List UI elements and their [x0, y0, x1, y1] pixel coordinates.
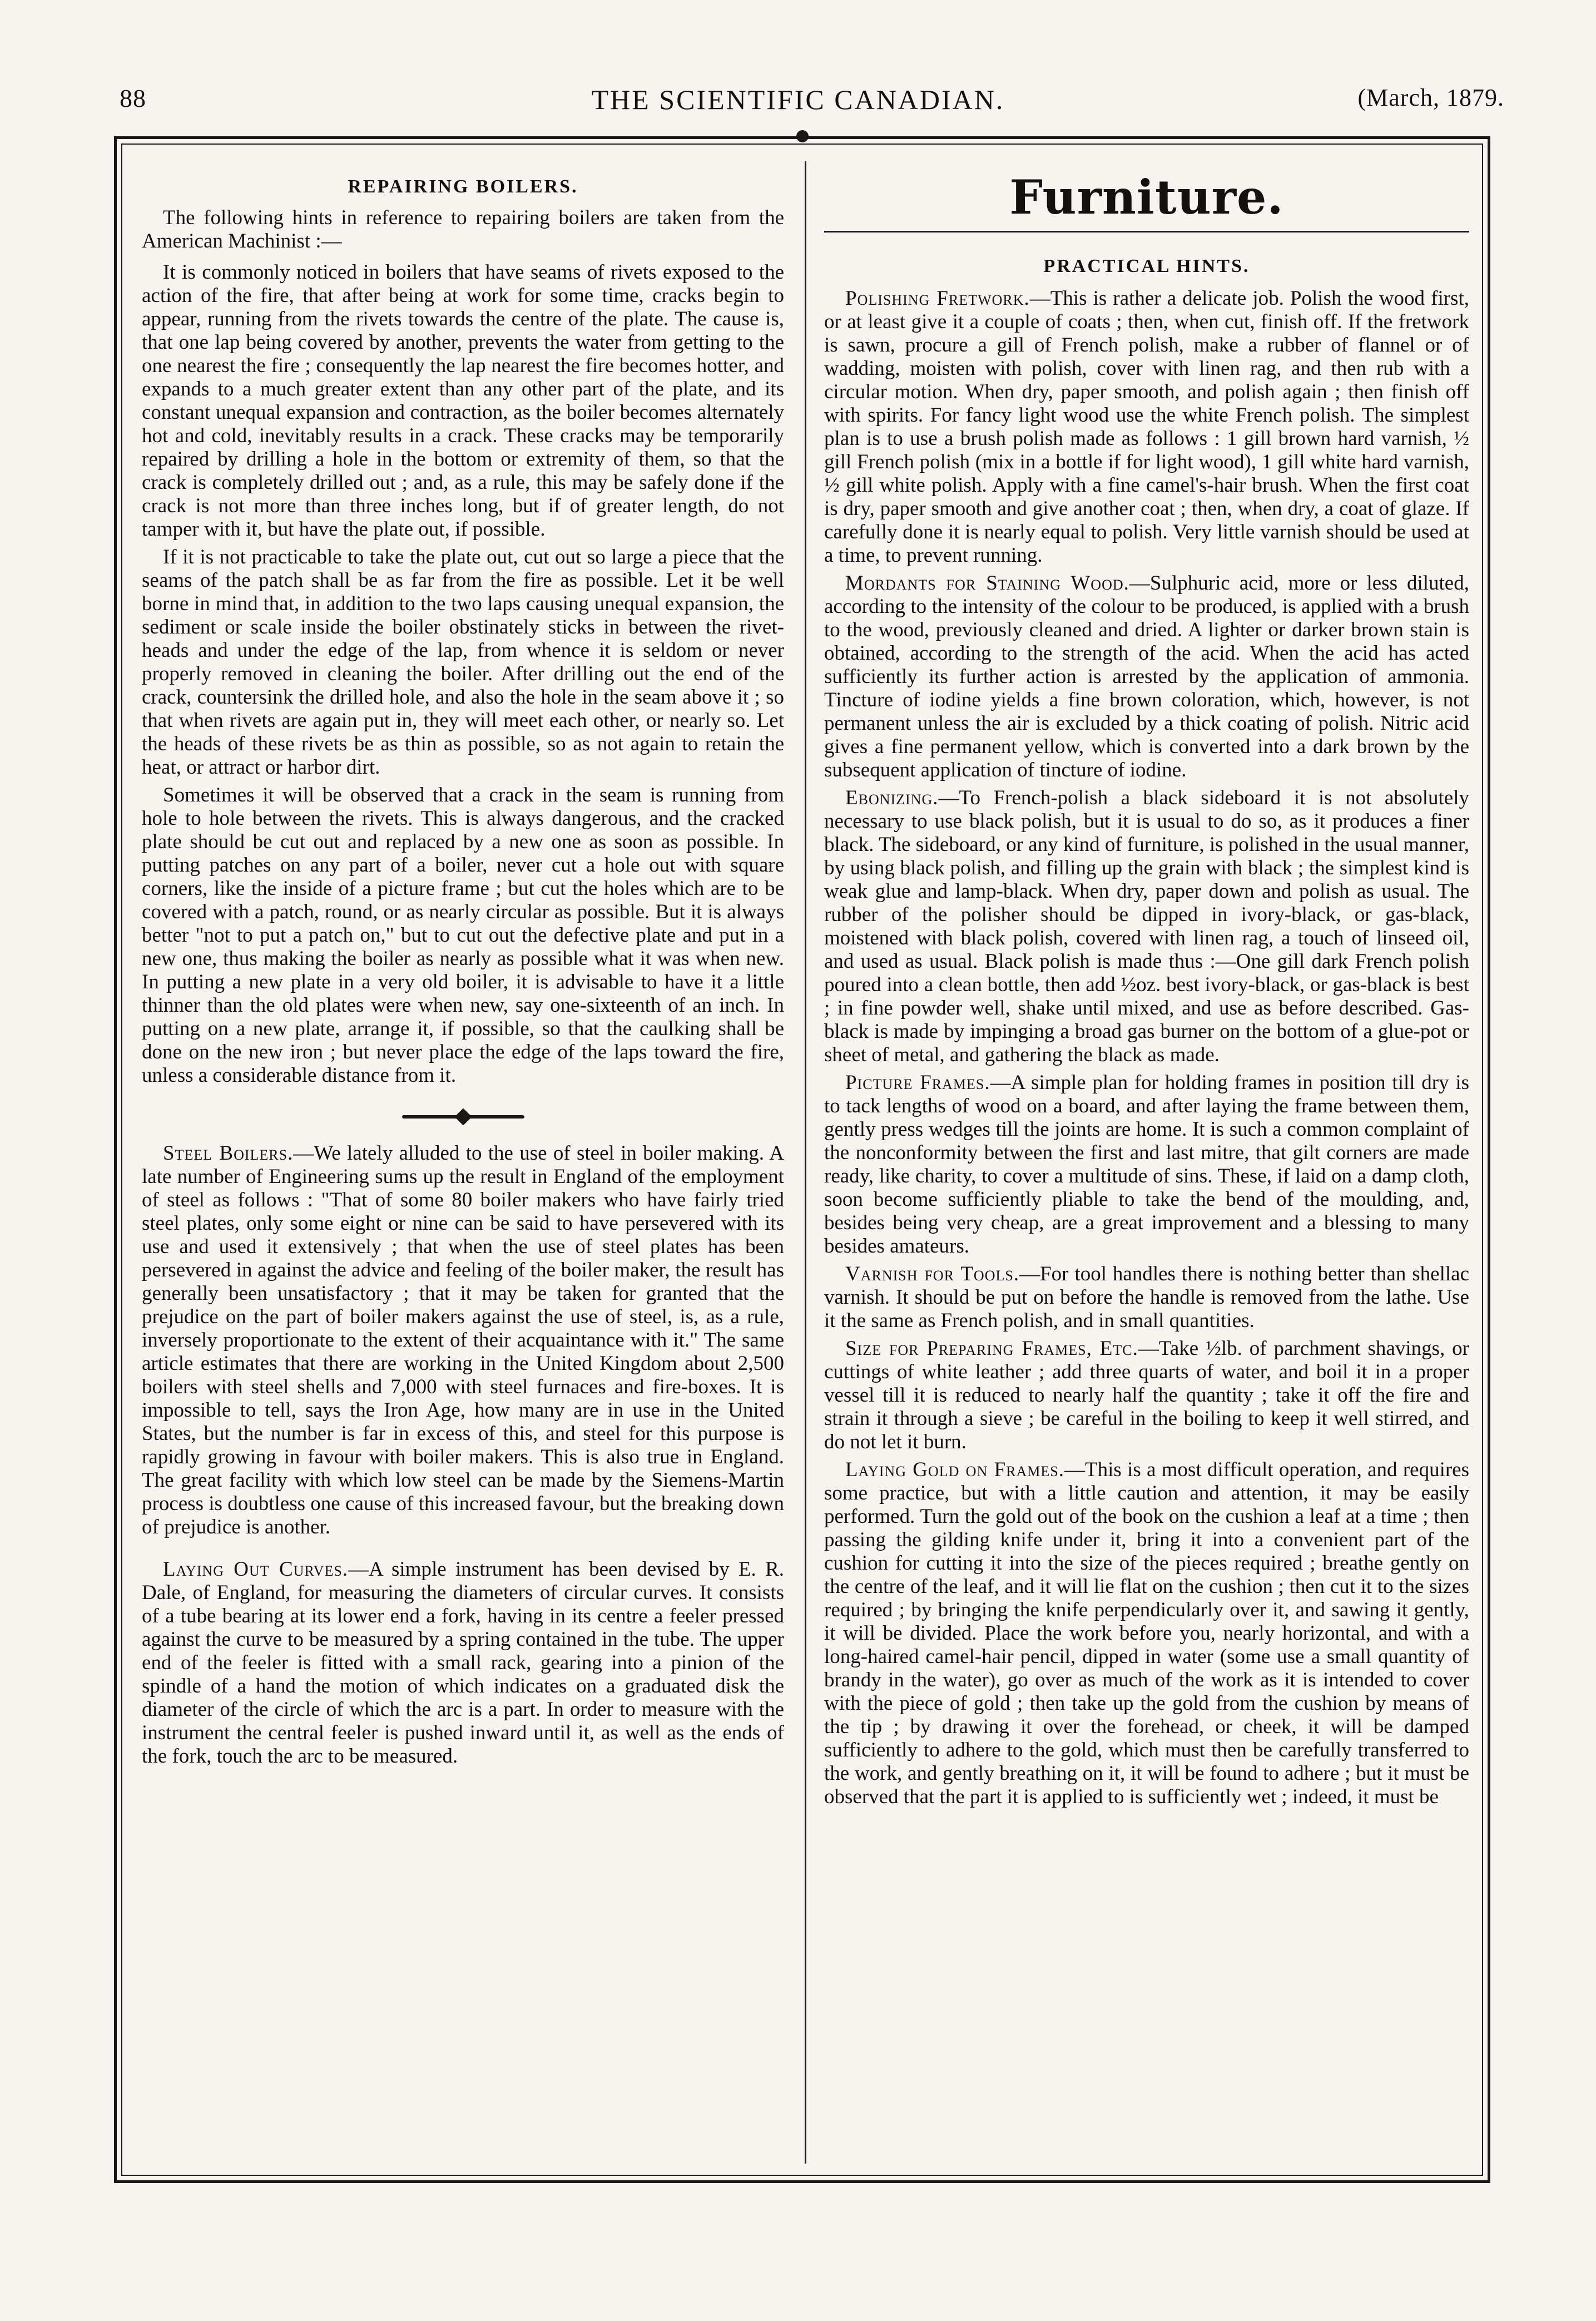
hint-picture-frames [824, 1071, 1469, 1258]
laying-out-curves-run-in: Laying Out Curves. [163, 1558, 349, 1581]
steel-boilers-run-in: Steel Boilers. [163, 1142, 294, 1165]
hint-size-for-frames [824, 1337, 1469, 1454]
journal-title: THE SCIENTIFIC CANADIAN. [591, 84, 1005, 115]
article-heading-repairing-boilers: REPAIRING BOILERS. [348, 176, 578, 197]
hint-run-in: Mordants for Staining Wood. [845, 572, 1129, 595]
section-rule [824, 231, 1469, 232]
hint-mordants [824, 572, 1469, 782]
page-number: 88 [120, 84, 146, 112]
boilers-paragraph-3: Sometimes it will be observed that a crack in the seam is running from hole to hole between the rivets. This is always dangerous, and the cracked plate should be cut out and replaced by a new one as soon as possible. In putting patches on any part of a boiler, never cut a hole out with square corners, like the inside of a picture frame ; but cut the holes which are to be covered with a patch, round, or as nearly circular as possible. But it is always better "not to put a patch on," but to cut out the defective plate and put in a new one, thus making the boiler as nearly as possible what it was when new. In putting a new plate in a very old boiler, it is advisable to have it a little thinner than the old plates were when new, say one-sixteenth of an inch. In putting on a new plate, arrange it, if possible, so that the caulking shall be done on the new iron ; but never place the edge of the laps toward the fire, unless a considerable distance from it. [142, 784, 784, 1087]
section-title-furniture: Furniture. [1009, 170, 1284, 225]
column-rule [805, 161, 806, 2164]
hint-varnish-for-tools [824, 1263, 1469, 1333]
hint-run-in: Size for Preparing Frames, Etc. [845, 1337, 1138, 1360]
article-intro: The following hints in reference to repairing boilers are taken from the American Machinist :— [142, 206, 784, 253]
hint-text: —For tool handles there is nothing better than shellac varnish. It should be put on before the handle is removed from the lathe. Use it the same as French polish, and in small quantities. [824, 1263, 1469, 1332]
steel-boilers-paragraph [142, 1142, 784, 1539]
subheading-practical-hints: PRACTICAL HINTS. [1043, 256, 1250, 276]
steel-boilers-text: —We lately alluded to the use of steel in boiler making. A late number of Engineering sums up the result in England of the employment of steel as follows : "That of some 80 boiler makers who have fairly tried steel plates, only some eight or nine can be said to have persevered with its use and used it extensively ; that when the use of steel plates has been persevered in against the advice and feeling of the boiler maker, the result has generally been unsatisfactory ; that it may be taken for granted that the prejudice on the part of boiler makers against the use of steel, is, as a rule, inversely proportionate to the extent of their acquaintance with it." The same article estimates that there are working in the United Kingdom about 2,500 boilers with steel shells and 7,000 with steel furnaces and fire-boxes. It is impossible to tell, says the Iron Age, how many are in use in the United States, but the number is far in excess of this, and steel for this purpose is rapidly growing in favour with boiler makers. This is also true in England. The great facility with which low steel can be made by the Siemens-Martin process is doubtless one cause of this increased favour, but the breaking down of prejudice is another. [142, 1142, 784, 1538]
hint-ebonizing [824, 786, 1469, 1067]
left-column [142, 175, 784, 1773]
hint-text: —Sulphuric acid, more or less diluted, according to the intensity of the colour to be produced, is applied with a brush to the wood, previously cleaned and dried. A lighter or darker brown stain is obtained, according to the strength of the acid. When the acid has acted sufficiently its further action is arrested by the application of ammonia. Tincture of iodine yields a fine brown coloration, which, however, is not permanent unless the air is excluded by a thick coating of polish. Nitric acid gives a fine permanent yellow, which is converted into a dark brown by the subsequent application of tincture of iodine. [824, 572, 1469, 781]
hint-text: —This is rather a delicate job. Polish the wood first, or at least give it a couple of coats ; then, when cut, finish off. If the fretwork is sawn, procure a gill of French polish, make a rubber of flannel or of wadding, moisten with polish, cover with linen rag, and then rub with a circular motion. When dry, paper smooth, and polish again ; then finish off with spirits. For fancy light wood use the white French polish. The simplest plan is to use a brush polish made as follows : 1 gill brown hard varnish, ½ gill French polish (mix in a bottle if for light wood), 1 gill white hard varnish, ½ gill white polish. Apply with a fine camel's-hair brush. When the first coat is dry, paper smooth and give another coat ; then, when dry, a coat of glaze. If carefully done it is nearly equal to polish. Very little varnish should be used at a time, to prevent running. [824, 287, 1469, 567]
section-separator [142, 1092, 784, 1142]
hint-run-in: Picture Frames. [845, 1071, 990, 1094]
right-column [824, 170, 1469, 1813]
head-ornament [796, 130, 809, 142]
hint-text: —To French-polish a black sideboard it is not absolutely necessary to use black polish, but it is usual to do so, as it produces a finer black. The sideboard, or any kind of furniture, is polished in the usual manner, by using black polish, and filling up the grain with black ; the simplest kind is weak glue and lamp-black. When dry, paper down and polish as usual. The rubber of the polisher should be dipped in ivory-black, or gas-black, moistened with black polish, covered with linen rag, a touch of linseed oil, and used as usual. Black polish is made thus :—One gill dark French polish poured into a clean bottle, then add ½oz. best ivory-black, or gas-black is best ; in fine powder well, shake until mixed, and use as before described. Gas-black is made by impinging a broad gas burner on the bottom of a glue-pot or sheet of metal, and gathering the black as made. [824, 786, 1469, 1066]
hint-text: —Take ½lb. of parchment shavings, or cuttings of white leather ; add three quarts of water, and boil it in a proper vessel till it is reduced to nearly half the quantity ; take it off the fire and strain it through a sieve ; be careful in the boiling to keep it well stirred, and do not let it burn. [824, 1337, 1469, 1453]
hint-run-in: Polishing Fretwork. [845, 287, 1030, 310]
laying-out-curves-paragraph [142, 1558, 784, 1768]
hint-laying-gold [824, 1458, 1469, 1809]
boilers-paragraph-2: If it is not practicable to take the plate out, cut out so large a piece that the seams of the patch shall be as far from the fire as possible. Let it be well borne in mind that, in addition to the two laps causing unequal expansion, the sediment or scale inside the boiler obstinately sticks in between the rivet-heads and under the edge of the lap, from whence it is seldom or never properly removed in cleaning the boiler. After drilling out the end of the crack, countersink the drilled hole, and also the hole in the seam above it ; so that when rivets are again put in, they will meet each other, or nearly so. Let the heads of these rivets be as thin as possible, so as not again to retain the heat, or attract or harbor dirt. [142, 546, 784, 779]
hint-run-in: Varnish for Tools. [845, 1263, 1020, 1285]
page-frame [114, 136, 1490, 2183]
hint-text: —This is a most difficult operation, and requires some practice, but with a little caution and attention, it may be easily performed. Turn the gold out of the book on the cushion a leaf at a time ; then passing the gilding knife under it, bring it into a convenient part of the cushion for cutting it into the size of the pieces required ; breathe gently on the centre of the leaf, and it will lie flat on the cushion ; then cut it to the sizes required ; by bringing the knife perpendicularly over it, and sawing it gently, it will be divided. Place the work before you, nearly horizontal, and with a long-haired camel-hair pencil, dipped in water (some use a small quantity of brandy in the water), go over as much of the work as it is intended to cover with the piece of gold ; then take up the gold from the cushion by means of the tip ; by drawing it over the forehead, or cheek, it will be damped sufficiently to adhere to the gold, which must then be carefully transferred to the work, and gently breathing on it, it will be found to adhere ; but it must be observed that the part it is applied to is sufficiently wet ; indeed, it must be [824, 1458, 1470, 1808]
boilers-paragraph-1: It is commonly noticed in boilers that have seams of rivets exposed to the action of the fire, that after being at work for some time, cracks begin to appear, running from the rivets towards the centre of the plate. The cause is, that one lap being covered by another, prevents the water from getting to the one nearest the fire ; consequently the lap nearest the fire becomes hotter, and expands to a much greater extent than any other part of the plate, and its constant unequal expansion and contraction, as the boiler becomes alternately hot and cold, inevitably results in a crack. These cracks may be temporarily repaired by drilling a hole in the bottom or extremity of them, so that the crack is completely drilled out ; and, as a rule, this may be safely done if the crack is not more than three inches long, but if of greater length, do not tamper with it, but have the plate out, if possible. [142, 261, 784, 541]
hint-polishing-fretwork [824, 287, 1469, 567]
hint-run-in: Ebonizing. [845, 786, 939, 809]
hint-run-in: Laying Gold on Frames. [845, 1458, 1064, 1481]
issue-date: (March, 1879. [1357, 84, 1504, 111]
laying-out-curves-text: —A simple instrument has been devised by E. R. Dale, of England, for measuring the diameters of circular curves. It consists of a tube bearing at its lower end a fork, having in its centre a feeler pressed against the curve to be measured by a spring contained in the tube. The upper end of the feeler is fitted with a small rack, gearing into a pinion of the spindle of a hand the motion of which indicates on a graduated disk the diameter of the circle of which the arc is a part. In order to measure with the instrument the central feeler is pushed inward until it, as well as the ends of the fork, touch the arc to be measured. [142, 1558, 784, 1768]
hint-text: —A simple plan for holding frames in position till dry is to tack lengths of wood on a board, and after laying the frame between them, gently press wedges till the joints are home. It is such a common complaint of the nonconformity between the first and last mitre, that gilt corners are made ready, like charity, to cover a multitude of sins. These, if laid on a damp cloth, soon become sufficiently pliable to take the bend of the moulding, and, besides being very cheap, are a great improvement and a blessing to many besides amateurs. [824, 1071, 1469, 1258]
